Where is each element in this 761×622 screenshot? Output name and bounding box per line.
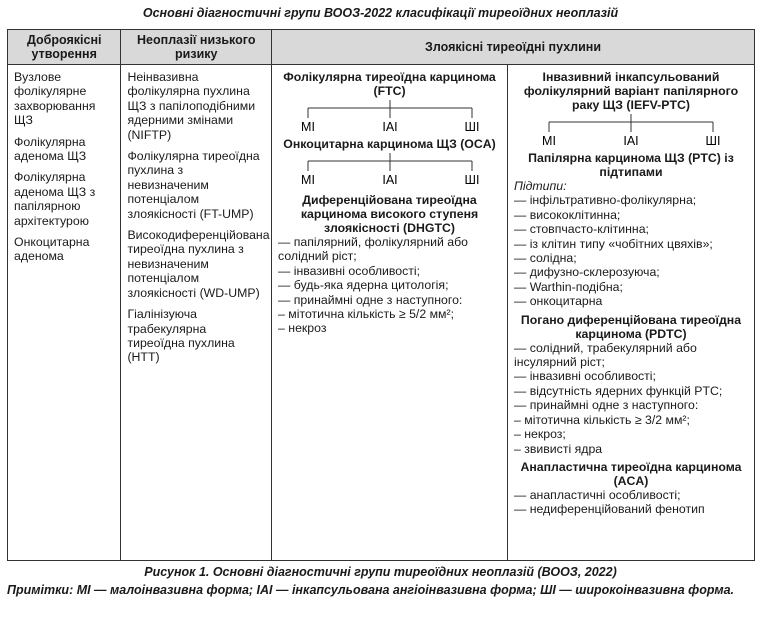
subtype-item: — онкоцитарна bbox=[513, 294, 603, 309]
figure-title: Основні діагностичні групи ВООЗ-2022 класифікації тиреоїдних неоплазій bbox=[142, 6, 619, 20]
ftc-title: Фолікулярна тиреоїдна карцинома (FTC) bbox=[283, 70, 496, 98]
classification-table bbox=[7, 29, 755, 561]
subtype-item: — інфільтративно-фолікулярна; bbox=[513, 193, 697, 208]
oca-title: Онкоцитарна карцинома ЩЗ (OCA) bbox=[283, 137, 496, 151]
form-label: МІ bbox=[300, 173, 315, 187]
dhgtc-item: — будь-яка ядерна цитологія; bbox=[278, 278, 449, 293]
header-low-risk: Неоплазії низького ризику bbox=[121, 30, 272, 65]
subtype-item: — солідна; bbox=[513, 251, 577, 266]
pdtc-item: — принаймні одне з наступного: bbox=[513, 398, 699, 413]
subtype-item: — стовпчасто-клітинна; bbox=[513, 222, 649, 237]
low-risk-item: Гіалінізуюча трабекулярна тиреоїдна пухлина (HTT) bbox=[127, 307, 235, 365]
subtypes-label: Підтипи: bbox=[513, 179, 567, 193]
ftc-forms-tree bbox=[290, 100, 490, 134]
low-risk-item: Неінвазивна фолікулярна пухлина ЩЗ з папілоподібними ядерними змінами (NIFTP) bbox=[127, 70, 256, 142]
subtype-item: — висококлітинна; bbox=[513, 207, 621, 222]
form-label: ШІ bbox=[705, 134, 721, 148]
form-label: МІ bbox=[542, 134, 556, 148]
benign-item: Фолікулярна аденома ЩЗ bbox=[14, 134, 87, 164]
pdtc-item: — солідний, трабекулярний або інсулярний ріст; bbox=[513, 340, 697, 370]
pdtc-item: – мітотична кількість ≥ 3/2 мм²; bbox=[513, 412, 690, 427]
aca-title: Анапластична тиреоїдна карцинома (ACA) bbox=[520, 459, 742, 488]
figure-note: Примітки: МІ — малоінвазивна форма; ІАІ — інкапсульована ангіоінвазивна форма; ШІ — широкоінвазивна форма. bbox=[7, 583, 734, 597]
form-label: МІ bbox=[300, 120, 315, 134]
pdtc-item: — відсутність ядерних функцій PTC; bbox=[513, 383, 723, 398]
header-benign: Доброякісні утворення bbox=[8, 30, 121, 65]
iefv-forms-tree bbox=[531, 114, 731, 148]
pdtc-item: – некроз; bbox=[513, 427, 566, 442]
subtype-item: — із клітин типу «чобітних цвяхів»; bbox=[513, 236, 713, 251]
low-risk-cell bbox=[121, 65, 272, 561]
oca-forms-tree bbox=[290, 153, 490, 187]
dhgtc-item: — папілярний, фолікулярний або солідний ріст; bbox=[278, 235, 469, 264]
benign-item: Онкоцитарна аденома bbox=[14, 235, 90, 264]
malignant-right-cell bbox=[507, 65, 754, 561]
iefv-title: Інвазивний інкапсульований фолікулярний варіант папілярного раку ЩЗ (IEFV-PTC) bbox=[523, 70, 739, 112]
dhgtc-item: — принаймні одне з наступного: bbox=[278, 292, 463, 307]
header-malignant: Злоякісні тиреоїдні пухлини bbox=[272, 30, 755, 65]
benign-cell bbox=[8, 65, 121, 561]
form-label: ШІ bbox=[464, 173, 479, 187]
dhgtc-item: — інвазивні особливості; bbox=[278, 263, 421, 278]
subtype-item: — дифузно-склерозуюча; bbox=[513, 265, 660, 280]
aca-item: — анапластичні особливості; bbox=[513, 487, 681, 502]
dhgtc-title: Диференційована тиреоїдна карцинома високого ступеня злоякісності (DHGTC) bbox=[300, 193, 479, 235]
subtype-item: — Warthin-подібна; bbox=[513, 279, 623, 294]
pdtc-title: Погано диференційована тиреоїдна карцинома (PDTC) bbox=[520, 312, 742, 341]
benign-item: Фолікулярна аденома ЩЗ з папілярною архітектурою bbox=[14, 170, 96, 228]
pdtc-item: – звивисті ядра bbox=[513, 441, 603, 456]
ptc-title: Папілярна карцинома ЩЗ (PTC) із підтипами bbox=[528, 151, 734, 179]
dhgtc-item: – некроз bbox=[278, 321, 327, 336]
malignant-left-cell bbox=[272, 65, 508, 561]
form-label: ІАІ bbox=[623, 134, 639, 148]
form-label: ШІ bbox=[464, 120, 479, 134]
dhgtc-item: – мітотична кількість ≥ 5/2 мм²; bbox=[278, 307, 455, 322]
form-label: ІАІ bbox=[381, 173, 398, 187]
form-label: ІАІ bbox=[381, 120, 398, 134]
benign-item: Вузлове фолікулярне захворювання ЩЗ bbox=[14, 70, 96, 128]
pdtc-item: — інвазивні особливості; bbox=[513, 369, 656, 384]
aca-item: — недиференційований фенотип bbox=[513, 502, 705, 517]
low-risk-item: Фолікулярна тиреоїдна пухлина з невизначеним потенціалом злоякісності (FT-UMP) bbox=[127, 149, 260, 221]
low-risk-item: Високодиференційована тиреоїдна пухлина з невизначеним потенціалом злоякісності (WD-UMP) bbox=[127, 228, 270, 300]
figure-caption: Рисунок 1. Основні діагностичні групи тиреоїдних неоплазій (ВООЗ, 2022) bbox=[144, 565, 617, 579]
